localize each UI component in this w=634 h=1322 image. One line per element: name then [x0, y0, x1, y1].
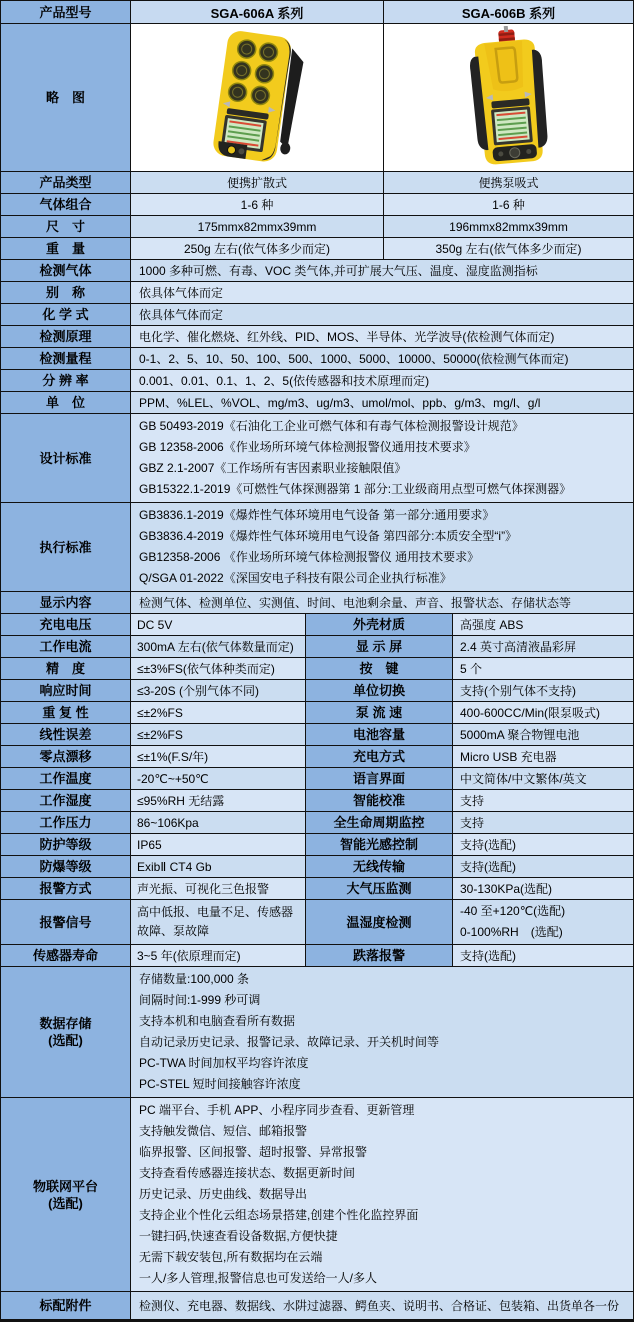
label-cell: 泵 流 速: [306, 702, 453, 723]
value-cell: 依具体气体而定: [131, 304, 633, 325]
standard-line: GB3836.4-2019《爆炸性气体环境用电气设备 第四部分:本质安全型“i”》: [139, 529, 518, 543]
standards-list: [131, 503, 633, 591]
label-cell: 跌落报警: [306, 945, 453, 966]
standard-line: GB3836.1-2019《爆炸性气体环境用电气设备 第一部分:通用要求》: [139, 508, 495, 522]
row-pair-6: [1, 746, 633, 768]
row-pair-7: [1, 768, 633, 790]
value-cell: 声光振、可视化三色报警: [131, 878, 306, 899]
label-cell: 标配附件: [1, 1292, 131, 1319]
value-cell: ExibⅡ CT4 Gb: [131, 856, 306, 877]
value-cell: PPM、%LEL、%VOL、mg/m3、ug/m3、umol/mol、ppb、g/m3、mg/l、g/l: [131, 392, 633, 413]
value-cell: DC 5V: [131, 614, 306, 635]
value-cell: 400-600CC/Min(限泵吸式): [453, 702, 633, 723]
value-cell: 支持: [453, 790, 633, 811]
label-cell: [1, 1098, 131, 1291]
label-cell: 设计标准: [1, 414, 131, 502]
standard-line: GB15322.1-2019《可燃性气体探测器第 1 部分:工业级商用点型可燃气体探测器》: [139, 482, 572, 496]
label-cell: 显示内容: [1, 592, 131, 613]
label-cell: 温湿度检测: [306, 900, 453, 944]
value-cell: 支持(选配): [453, 856, 633, 877]
label-cell: 产品型号: [1, 1, 131, 23]
value-cell: 支持(个别气体不支持): [453, 680, 633, 701]
feature-line: 一键扫码,快速查看设备数据,方便快捷: [139, 1229, 338, 1243]
row-pair-4: [1, 702, 633, 724]
value-cell: 1000 多种可燃、有毒、VOC 类气体,并可扩展大气压、温度、湿度监测指标: [131, 260, 633, 281]
label-cell: 响应时间: [1, 680, 131, 701]
value-cell: ≤±1%(F.S/年): [131, 746, 306, 767]
label-cell: 报警方式: [1, 878, 131, 899]
row-pair-8: [1, 790, 633, 812]
label-cell: 单位切换: [306, 680, 453, 701]
label-cell: 传感器寿命: [1, 945, 131, 966]
model-b-title: SGA-606B 系列: [384, 1, 633, 23]
label-cell: 产品类型: [1, 172, 131, 193]
value-cell: 0.001、0.01、0.1、1、2、5(依传感器和技术原理而定): [131, 370, 633, 391]
label-cell: 别 称: [1, 282, 131, 303]
label-cell: 线性误差: [1, 724, 131, 745]
feature-line: 支持企业个性化云组态场景搭建,创建个性化监控界面: [139, 1208, 419, 1222]
value-line: -40 至+120℃(选配): [460, 904, 566, 918]
value-cell: 检测气体、检测单位、实测值、时间、电池剩余量、声音、报警状态、存储状态等: [131, 592, 633, 613]
label-cell: 检测量程: [1, 348, 131, 369]
value-a: 便携扩散式: [131, 172, 384, 193]
label-cell: 按 键: [306, 658, 453, 679]
row-weight: [1, 238, 633, 260]
feature-line: 自动记录历史记录、报警记录、故障记录、开关机时间等: [139, 1035, 440, 1049]
label-cell: 零点漂移: [1, 746, 131, 767]
row-size: [1, 216, 633, 238]
row-detect-gas: [1, 260, 633, 282]
label-cell: 语言界面: [306, 768, 453, 789]
value-cell: ≤±3%FS(依气体种类而定): [131, 658, 306, 679]
label-cell: 气体组合: [1, 194, 131, 215]
feature-line: PC-TWA 时间加权平均容许浓度: [139, 1056, 309, 1070]
label-cell: 报警信号: [1, 900, 131, 944]
row-pair-9: [1, 812, 633, 834]
label-cell: 检测气体: [1, 260, 131, 281]
label-cell: 精 度: [1, 658, 131, 679]
value-cell: ≤±2%FS: [131, 724, 306, 745]
value-cell: 5000mA 聚合物锂电池: [453, 724, 633, 745]
row-resolution: [1, 370, 633, 392]
model-a-title: SGA-606A 系列: [131, 1, 384, 23]
label-cell: 充电电压: [1, 614, 131, 635]
label-cell: 智能校准: [306, 790, 453, 811]
feature-line: 历史记录、历史曲线、数据导出: [139, 1187, 308, 1201]
value-b: 便携泵吸式: [384, 172, 633, 193]
feature-line: 临界报警、区间报警、超时报警、异常报警: [139, 1145, 368, 1159]
value-cell: -20℃~+50℃: [131, 768, 306, 789]
value-cell: 中文简体/中文繁体/英文: [453, 768, 633, 789]
standards-list: [131, 414, 633, 502]
value-cell: 2.4 英寸高清液晶彩屏: [453, 636, 633, 657]
standard-line: GB12358-2006 《作业场所环境气体检测报警仪 通用技术要求》: [139, 550, 480, 564]
row-sensor-life: [1, 945, 633, 967]
value-cell: 0-1、2、5、10、50、100、500、1000、5000、10000、50000(依检测气体而定): [131, 348, 633, 369]
row-alarm-signal: [1, 900, 633, 945]
label-line: 物联网平台: [32, 1178, 98, 1194]
row-data-storage: [1, 967, 633, 1098]
value-cell: 3~5 年(依原理而定): [131, 945, 306, 966]
row-iot-platform: [1, 1098, 633, 1292]
value-cell: ≤95%RH 无结露: [131, 790, 306, 811]
label-cell: 工作电流: [1, 636, 131, 657]
row-pair-5: [1, 724, 633, 746]
row-alias: [1, 282, 633, 304]
value-cell: 检测仪、充电器、数据线、水阱过滤器、鳄鱼夹、说明书、合格证、包装箱、出货单各一份: [131, 1292, 633, 1319]
value-cell: 电化学、催化燃烧、红外线、PID、MOS、半导体、光学波导(依检测气体而定): [131, 326, 633, 347]
value-cell: IP65: [131, 834, 306, 855]
row-pair-12: [1, 878, 633, 900]
value-b: 350g 左右(依气体多少而定): [384, 238, 633, 259]
value-line: 0-100%RH (选配): [460, 925, 563, 939]
label-cell: 大气压监测: [306, 878, 453, 899]
row-accessories: [1, 1292, 633, 1319]
value-cell: 30-130KPa(选配): [453, 878, 633, 899]
row-exec-standards: [1, 503, 633, 592]
label-cell: 工作湿度: [1, 790, 131, 811]
row-sketch: [1, 24, 633, 172]
feature-line: 存储数量:100,000 条: [139, 972, 250, 986]
standard-line: GBZ 2.1-2007《工作场所有害因素职业接触限值》: [139, 461, 407, 475]
feature-line: 支持查看传感器连接状态、数据更新时间: [139, 1166, 356, 1180]
device-b-photo-cell: [384, 24, 633, 171]
row-pair-1: [1, 636, 633, 658]
label-cell: [1, 967, 131, 1097]
feature-line: 支持本机和电脑查看所有数据: [139, 1014, 296, 1028]
feature-line: 无需下载安装包,所有数据均在云端: [139, 1250, 323, 1264]
row-display-content: [1, 592, 633, 614]
label-line: (选配): [48, 1033, 83, 1048]
feature-line: 间隔时间:1-999 秒可调: [139, 993, 261, 1007]
value-b: 196mmx82mmx39mm: [384, 216, 633, 237]
label-line: (选配): [48, 1195, 83, 1211]
value-cell: ≤3-20S (个别气体不同): [131, 680, 306, 701]
row-product-type: [1, 172, 633, 194]
row-gas-combo: [1, 194, 633, 216]
row-pair-2: [1, 658, 633, 680]
label-cell: 单 位: [1, 392, 131, 413]
label-cell: 外壳材质: [306, 614, 453, 635]
row-product-model: [1, 1, 633, 24]
row-pair-0: [1, 614, 633, 636]
label-cell: 执行标准: [1, 503, 131, 591]
label-cell: 全生命周期监控: [306, 812, 453, 833]
value-a: 1-6 种: [131, 194, 384, 215]
sga-606b-device-image: [434, 26, 584, 169]
standard-line: GB 50493-2019《石油化工企业可燃气体和有毒气体检测报警设计规范》: [139, 419, 524, 433]
row-pair-10: [1, 834, 633, 856]
label-line: 数据存储: [39, 1016, 92, 1031]
standard-line: Q/SGA 01-2022《深国安电子科技有限公司企业执行标准》: [139, 571, 452, 585]
label-cell: 工作压力: [1, 812, 131, 833]
value-cell: 支持: [453, 812, 633, 833]
value-a: 250g 左右(依气体多少而定): [131, 238, 384, 259]
label-cell: 重 量: [1, 238, 131, 259]
label-cell: 检测原理: [1, 326, 131, 347]
label-cell: 无线传输: [306, 856, 453, 877]
feature-line: 一人/多人管理,报警信息也可发送给一人/多人: [139, 1271, 378, 1285]
device-a-photo-cell: [131, 24, 384, 171]
label-cell: 防护等级: [1, 834, 131, 855]
row-unit: [1, 392, 633, 414]
value-a: 175mmx82mmx39mm: [131, 216, 384, 237]
row-pair-3: [1, 680, 633, 702]
label-cell: 略 图: [1, 24, 131, 171]
feature-list: [131, 967, 633, 1097]
value-cell: 86~106Kpa: [131, 812, 306, 833]
value-cell: 300mA 左右(依气体数量而定): [131, 636, 306, 657]
value-cell: 高中低报、电量不足、传感器故障、泵故障: [131, 900, 306, 944]
value-cell: [453, 900, 633, 944]
value-cell: Micro USB 充电器: [453, 746, 633, 767]
label-cell: 显 示 屏: [306, 636, 453, 657]
label-cell: 化 学 式: [1, 304, 131, 325]
value-cell: 支持(选配): [453, 834, 633, 855]
sga-606a-device-image: [182, 26, 332, 169]
label-cell: 防爆等级: [1, 856, 131, 877]
value-cell: 高强度 ABS: [453, 614, 633, 635]
value-b: 1-6 种: [384, 194, 633, 215]
row-range: [1, 348, 633, 370]
label-cell: 尺 寸: [1, 216, 131, 237]
row-pair-11: [1, 856, 633, 878]
value-cell: 5 个: [453, 658, 633, 679]
feature-line: PC-STEL 短时间接触容许浓度: [139, 1077, 301, 1091]
feature-line: PC 端平台、手机 APP、小程序同步查看、更新管理: [139, 1103, 415, 1117]
label-cell: 智能光感控制: [306, 834, 453, 855]
feature-list: [131, 1098, 633, 1291]
label-cell: 工作温度: [1, 768, 131, 789]
row-formula: [1, 304, 633, 326]
row-principle: [1, 326, 633, 348]
row-design-standards: [1, 414, 633, 503]
value-cell: 支持(选配): [453, 945, 633, 966]
value-cell: ≤±2%FS: [131, 702, 306, 723]
label-cell: 分 辨 率: [1, 370, 131, 391]
feature-line: 支持触发微信、短信、邮箱报警: [139, 1124, 308, 1138]
label-cell: 电池容量: [306, 724, 453, 745]
standard-line: GB 12358-2006《作业场所环境气体检测报警仪通用技术要求》: [139, 440, 476, 454]
label-cell: 充电方式: [306, 746, 453, 767]
value-cell: 依具体气体而定: [131, 282, 633, 303]
label-cell: 重 复 性: [1, 702, 131, 723]
